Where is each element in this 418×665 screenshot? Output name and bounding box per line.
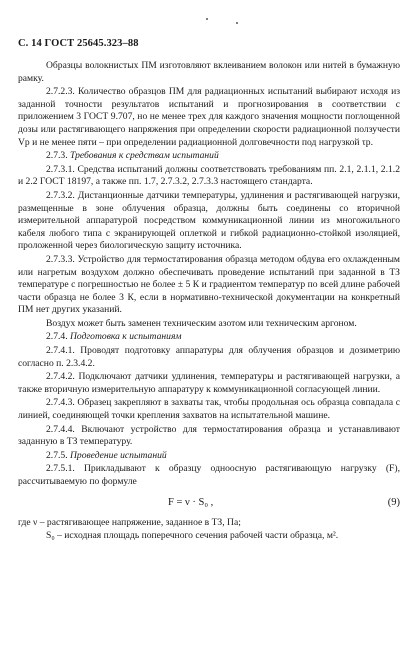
paragraph: 2.7.4.4. Включают устройство для термостатирования образца и устанавливают заданную в ТЗ температуру. xyxy=(18,423,400,448)
section-heading: 2.7.4. Подготовка к испытаниям xyxy=(46,331,182,343)
paragraph: 2.7.4.1. Проводят подготовку аппаратуры для облучения образцов и дозиметрию согласно п. 2.3.4.2. xyxy=(18,345,400,369)
section-heading: 2.7.5. Проведение испытаний xyxy=(46,449,167,461)
formula xyxy=(18,492,400,514)
paragraph: 2.7.4.2. Подключают датчики удлинения, температуры и растягивающей нагрузки, а также вторичную измерительную аппаратуру к коммуникационной согласующей линии. xyxy=(18,371,400,395)
formula-expression: F = ν · S₀ , xyxy=(168,496,214,508)
paragraph: 2.7.3.1. Средства испытаний должны соответствовать требованиям пп. 2.1, 2.1.1, 2.1.2 и 2.2 ГОСТ 18197, а также пп. 1.7, 2.7.3.2, 2.7.3.3 настоящего стандарта. xyxy=(18,163,400,188)
scan-speck xyxy=(206,18,208,20)
paragraph: 2.7.3.2. Дистанционные датчики температуры, удлинения и растягивающей нагрузки, размещенные в зоне облучения образца, должны быть соединены со вторичной измерительной аппаратурой посредством коммуникационной линии из многожильного кабеля любого типа с экранирующей оплеткой и гибкой радиационно-стойкой изоляцией, проложенной через биологическую защиту источника. xyxy=(18,189,400,252)
formula-number: (9) xyxy=(387,496,400,508)
section-heading: 2.7.3. Требования к средствам испытаний xyxy=(46,150,219,162)
scan-speck xyxy=(236,22,238,24)
paragraph: Воздух может быть заменен техническим азотом или техническим аргоном. xyxy=(46,317,357,329)
paragraph: 2.7.5.1. Прикладывают к образцу одноосную растягивающую нагрузку (F), рассчитываемую по формуле xyxy=(18,463,400,487)
document-body xyxy=(18,60,400,544)
paragraph: Образцы волокнистых ПМ изготовляют вклеиванием волокон или нитей в бумажную рамку. xyxy=(18,60,400,84)
page-header: С. 14 ГОСТ 25645.323–88 xyxy=(18,38,139,49)
paragraph: 2.7.4.3. Образец закрепляют в захваты так, чтобы продольная ось образца совпадала с линией, соединяющей точки крепления захватов на испытательной машине. xyxy=(18,397,400,422)
where-line: S₀ – исходная площадь поперечного сечения рабочей части образца, м². xyxy=(46,530,339,542)
where-line: где ν – растягивающее напряжение, заданное в ТЗ, Па; xyxy=(18,516,241,528)
paragraph: 2.7.2.3. Количество образцов ПМ для радиационных испытаний выбирают исходя из заданной точности результатов испытаний и прогнозирования в соответствии с приложением 3 ГОСТ 9.707, но не менее трех для каждого значения мощности поглощенной дозы или растягивающего напряжения при определении скорости радиационной ползучести Vр и не менее пяти – при определении радиационной долговечности под нагрузкой τр. xyxy=(18,86,400,148)
paragraph: 2.7.3.3. Устройство для термостатирования образца методом обдува его охлажденным или нагретым воздухом должно обеспечивать проведение испытаний при заданной в ТЗ температуре с погрешностью не более ± 5 К и градиентом температур по всей длине рабочей части образца не более 3 К, если в нормативно-технической документации на конкретный ПМ нет других указаний. xyxy=(18,253,400,316)
